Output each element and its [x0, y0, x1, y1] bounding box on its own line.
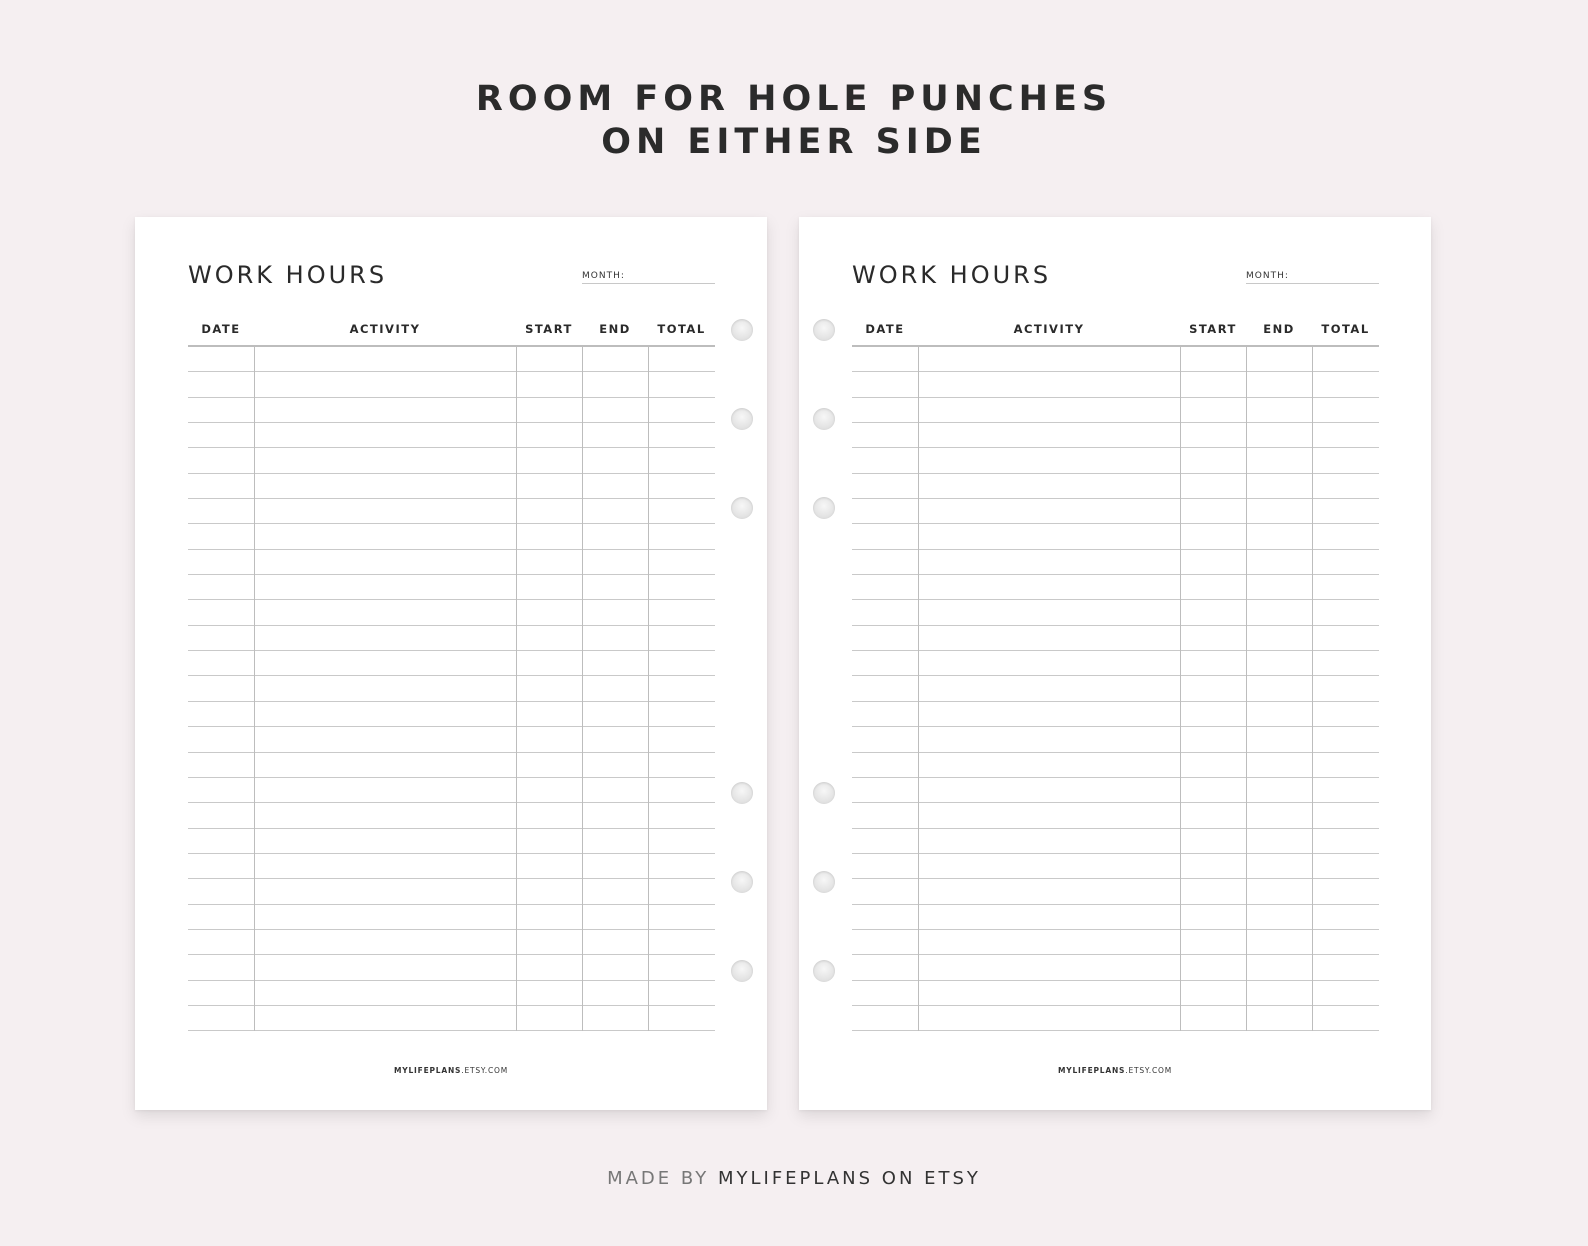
work-hours-table — [852, 317, 1379, 1031]
table-row — [852, 550, 1379, 575]
column-header-date: DATE — [201, 322, 241, 336]
column-header-start: START — [1189, 322, 1237, 336]
credit-line — [0, 1168, 1588, 1189]
table-row — [188, 575, 715, 600]
table-row — [852, 727, 1379, 752]
table-row — [188, 930, 715, 955]
page-footer — [135, 1066, 767, 1075]
planner-page-right — [799, 217, 1431, 1110]
table-row — [188, 981, 715, 1006]
table-row — [188, 1006, 715, 1031]
table-row — [188, 550, 715, 575]
column-divider — [1180, 345, 1181, 1031]
punch-hole — [731, 782, 753, 804]
punch-hole — [813, 871, 835, 893]
punch-hole — [813, 960, 835, 982]
punch-hole — [731, 960, 753, 982]
column-header-activity: ACTIVITY — [1013, 322, 1085, 336]
table-row — [852, 600, 1379, 625]
headline-line-1: ROOM FOR HOLE PUNCHES — [475, 79, 1113, 119]
table-row — [188, 905, 715, 930]
month-label: MONTH: — [1246, 271, 1289, 281]
headline — [0, 78, 1588, 164]
footer-brand: MYLIFEPLANS — [393, 1066, 462, 1075]
punch-hole — [731, 408, 753, 430]
credit-prefix: MADE BY — [607, 1168, 710, 1189]
footer-brand: MYLIFEPLANS — [1057, 1066, 1126, 1075]
table-header — [852, 317, 1379, 347]
table-row — [852, 448, 1379, 473]
page-footer — [799, 1066, 1431, 1075]
table-row — [852, 347, 1379, 372]
column-header-total: TOTAL — [1321, 322, 1370, 336]
table-row — [852, 955, 1379, 980]
table-header — [188, 317, 715, 347]
table-row — [852, 905, 1379, 930]
table-row — [188, 778, 715, 803]
table-row — [852, 626, 1379, 651]
punch-hole — [813, 319, 835, 341]
table-row — [188, 626, 715, 651]
table-row — [188, 499, 715, 524]
table-row — [852, 981, 1379, 1006]
table-row — [852, 702, 1379, 727]
table-row — [852, 778, 1379, 803]
column-header-activity: ACTIVITY — [349, 322, 421, 336]
column-header-total: TOTAL — [657, 322, 706, 336]
column-divider — [1312, 345, 1313, 1031]
table-row — [188, 651, 715, 676]
table-row — [188, 854, 715, 879]
table-row — [852, 499, 1379, 524]
month-field — [1246, 271, 1379, 284]
punch-hole — [813, 408, 835, 430]
table-row — [852, 854, 1379, 879]
month-field — [582, 271, 715, 284]
punch-hole — [731, 871, 753, 893]
column-divider — [582, 345, 583, 1031]
table-row — [852, 398, 1379, 423]
column-header-end: END — [1263, 322, 1295, 336]
table-row — [852, 372, 1379, 397]
table-rows — [852, 347, 1379, 1031]
table-row — [852, 803, 1379, 828]
table-row — [188, 753, 715, 778]
table-row — [188, 524, 715, 549]
table-row — [188, 474, 715, 499]
table-row — [188, 600, 715, 625]
table-row — [852, 651, 1379, 676]
table-row — [188, 372, 715, 397]
table-row — [188, 702, 715, 727]
table-row — [188, 398, 715, 423]
credit-name: MYLIFEPLANS ON ETSY — [717, 1168, 981, 1189]
column-header-end: END — [599, 322, 631, 336]
headline-line-2: ON EITHER SIDE — [601, 122, 987, 162]
column-divider — [1246, 345, 1247, 1031]
column-divider — [648, 345, 649, 1031]
table-row — [188, 955, 715, 980]
table-row — [188, 347, 715, 372]
table-row — [852, 474, 1379, 499]
table-row — [188, 829, 715, 854]
punch-hole — [813, 497, 835, 519]
table-row — [188, 879, 715, 904]
column-header-date: DATE — [865, 322, 905, 336]
column-header-start: START — [525, 322, 573, 336]
table-row — [188, 423, 715, 448]
month-label: MONTH: — [582, 271, 625, 281]
table-rows — [188, 347, 715, 1031]
page-title: WORK HOURS — [852, 261, 1052, 289]
table-row — [852, 524, 1379, 549]
table-row — [188, 448, 715, 473]
page-title: WORK HOURS — [188, 261, 388, 289]
table-row — [188, 803, 715, 828]
punch-hole — [813, 782, 835, 804]
table-row — [188, 676, 715, 701]
table-row — [188, 727, 715, 752]
column-divider — [254, 345, 255, 1031]
footer-domain: .ETSY.COM — [1125, 1066, 1172, 1075]
column-divider — [516, 345, 517, 1031]
table-row — [852, 1006, 1379, 1031]
table-row — [852, 423, 1379, 448]
table-row — [852, 930, 1379, 955]
table-row — [852, 753, 1379, 778]
planner-page-left — [135, 217, 767, 1110]
punch-hole — [731, 497, 753, 519]
table-row — [852, 575, 1379, 600]
work-hours-table — [188, 317, 715, 1031]
footer-domain: .ETSY.COM — [461, 1066, 508, 1075]
table-row — [852, 879, 1379, 904]
punch-hole — [731, 319, 753, 341]
column-divider — [918, 345, 919, 1031]
table-row — [852, 829, 1379, 854]
table-row — [852, 676, 1379, 701]
